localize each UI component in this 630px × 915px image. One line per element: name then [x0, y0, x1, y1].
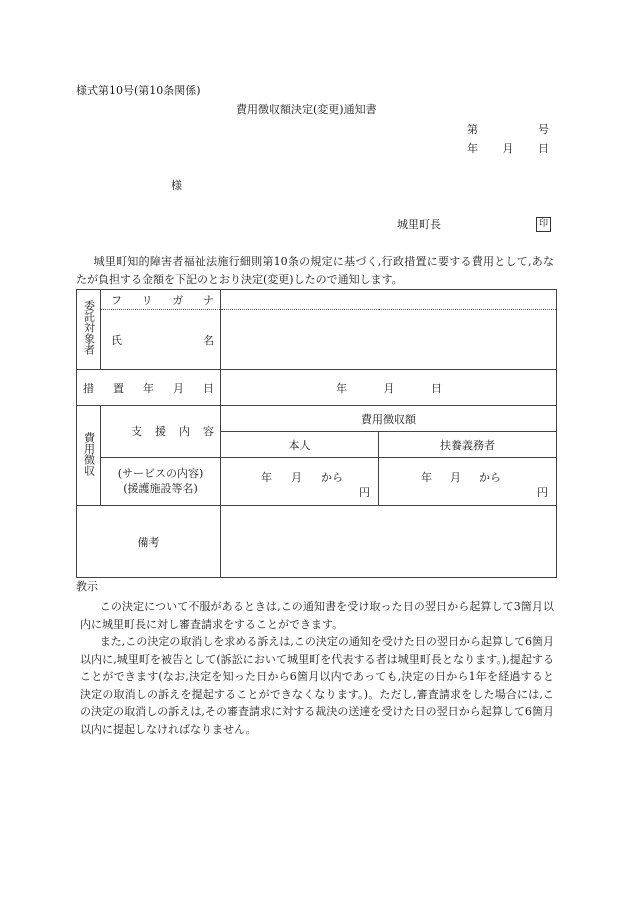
- remarks-field[interactable]: [221, 506, 557, 578]
- notice-paragraph-2: また,この決定の取消しを求める訴えは,この決定の通知を受けた日の翌日から起算して6箇月以内に,城里町を被告として(訴訟において城里町を代表する者は城里町長となります。),提起することができます(なお,決定を知った日から6箇月以内であっても,決定の日から1年を経過すると決定の取消しの訴えを提起することができなくなります。)。ただし,審査請求をした場合には,この決定の取消しの訴えは,その審査請求に対する裁決の送達を受けた日の翌日から起算して6箇月以内に提起しなければなりません。: [80, 635, 554, 736]
- furigana-field[interactable]: [221, 290, 557, 310]
- name-label: 氏 名: [101, 310, 221, 370]
- seal-mark: 印: [536, 217, 551, 232]
- name-field[interactable]: [221, 310, 557, 370]
- self-header: 本人: [221, 432, 379, 457]
- fee-table: [76, 289, 557, 578]
- measure-date-label: 措 置 年 月 日: [77, 369, 221, 405]
- fee-collection-label: 費用徴収: [77, 406, 101, 506]
- form-number-label: 様式第10号(第10条関係): [76, 84, 201, 97]
- issuer-name: 城里町長: [397, 218, 441, 231]
- fee-amount-header: 費用徴収額: [221, 406, 557, 432]
- entrusted-person-label: 委託対象者: [77, 290, 101, 370]
- notice-label: 教示: [76, 580, 98, 593]
- furigana-label: フ リ ガ ナ: [101, 290, 221, 310]
- service-facility-label: (サービスの内容) (援護施設等名): [101, 457, 221, 506]
- supporter-header: 扶養義務者: [379, 432, 557, 457]
- addressee-suffix: 様: [171, 179, 182, 192]
- support-content-label: 支 援 内 容: [101, 406, 221, 458]
- self-fee-field[interactable]: 年 月 から 円: [221, 457, 379, 506]
- supporter-fee-field[interactable]: 年 月 から 円: [379, 457, 557, 506]
- document-title: 費用徴収額決定(変更)通知書: [236, 103, 377, 116]
- document-number: 第 号: [467, 123, 549, 136]
- notice-paragraph-1: この決定について不服があるときは,この通知書を受け取った日の翌日から起算して3箇月以内に城里町長に対し審査請求をすることができます。: [80, 600, 554, 631]
- measure-date-field[interactable]: 年 月 日: [221, 369, 557, 405]
- intro-paragraph: 城里町知的障害者福祉法施行細則第10条の規定に基づく,行政措置に要する費用として,あなたが負担する金額を下記のとおり決定(変更)したので通知します。: [76, 255, 554, 286]
- issue-date: 年 月 日: [467, 142, 549, 155]
- remarks-label: 備考: [77, 506, 221, 578]
